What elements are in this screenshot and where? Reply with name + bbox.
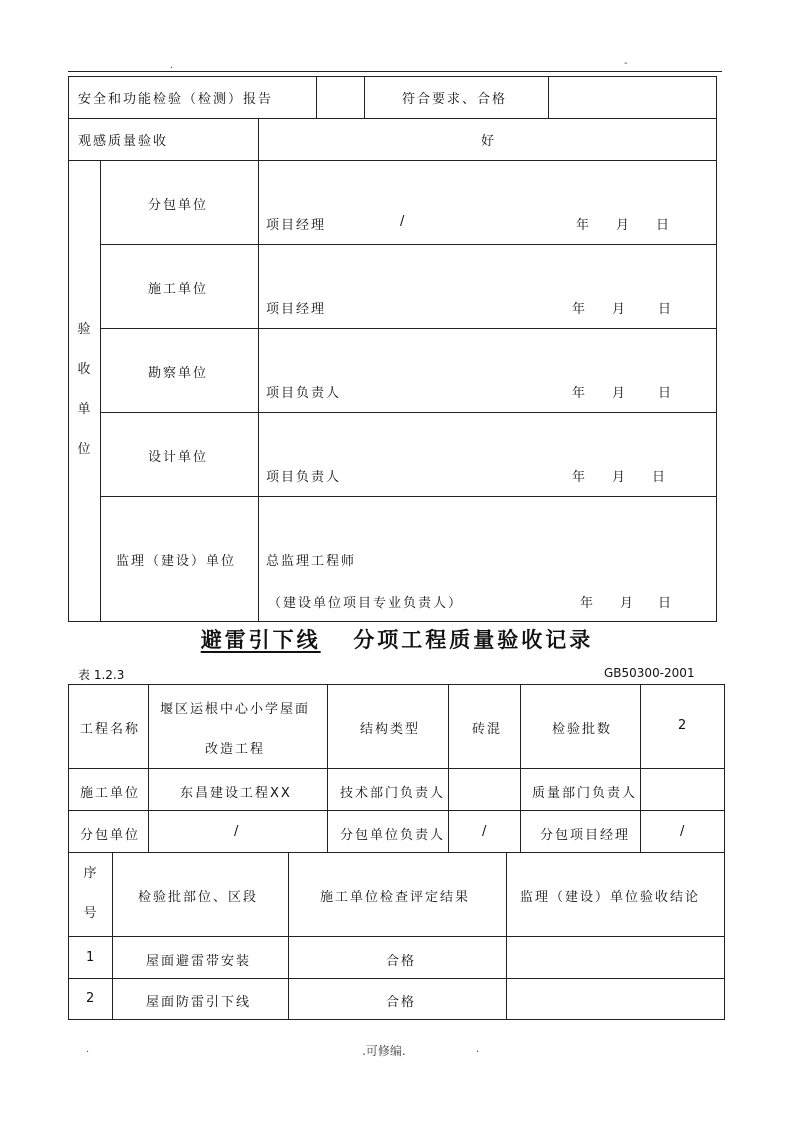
unit-supervision-sign-alt: （建设单位项目专业负责人） (268, 596, 464, 611)
unit-design-month: 月 (612, 470, 628, 485)
construction-unit-value: 东昌建设工程XX (180, 786, 292, 801)
unit-construction-day: 日 (658, 302, 674, 317)
construction-unit-label: 施工单位 (80, 786, 141, 801)
unit-subcontract-year: 年 (576, 218, 592, 233)
unit-construction-sign: 项目经理 (266, 302, 327, 317)
table-number: 表 1.2.3 (78, 668, 125, 682)
appearance-quality-value: 好 (481, 134, 497, 149)
unit-construction-name: 施工单位 (148, 282, 209, 297)
conclusion-header: 监理（建设）单位验收结论 (520, 890, 701, 905)
project-name-value-line1: 堰区运根中心小学屋面 (160, 702, 311, 717)
unit-design-day: 日 (652, 470, 668, 485)
unit-survey-sign: 项目负责人 (266, 386, 342, 401)
row-2-no: 2 (86, 991, 97, 1006)
sub-head-value: / (482, 824, 489, 839)
footer-mark-right: . (476, 1044, 480, 1055)
unit-design-name: 设计单位 (148, 450, 209, 465)
subcontract-unit-value: / (234, 824, 241, 839)
unit-subcontract-sign: 项目经理 (266, 218, 327, 233)
result-header: 施工单位检查评定结果 (320, 890, 471, 905)
unit-subcontract-name: 分包单位 (148, 198, 209, 213)
unit-subcontract-day: 日 (656, 218, 672, 233)
unit-supervision-sign: 总监理工程师 (266, 554, 357, 569)
row-1-no: 1 (86, 950, 97, 965)
unit-survey-month: 月 (612, 386, 628, 401)
appearance-quality-label: 观感质量验收 (78, 134, 169, 149)
safety-report-result: 符合要求、合格 (402, 92, 508, 107)
batch-count-label: 检验批数 (552, 722, 613, 737)
unit-design-sign: 项目负责人 (266, 470, 342, 485)
unit-survey-year: 年 (572, 386, 588, 401)
standard-code: GB50300-2001 (604, 666, 695, 680)
header-rule (68, 71, 722, 72)
acceptance-units-label: 验 收 单 位 (77, 322, 91, 457)
record-title (0, 624, 794, 654)
structure-type-value: 砖混 (472, 722, 503, 737)
seq-header: 序 号 (83, 866, 97, 921)
unit-supervision-year: 年 (580, 596, 596, 611)
safety-report-label: 安全和功能检验（检测）报告 (78, 92, 274, 107)
subcontract-unit-label: 分包单位 (80, 828, 141, 843)
row-1-part: 屋面避雷带安装 (146, 954, 252, 969)
record-title-underlined: 避雷引下线 (200, 627, 321, 652)
part-header: 检验批部位、区段 (138, 890, 259, 905)
sub-head-label: 分包单位负责人 (340, 828, 446, 843)
structure-type-label: 结构类型 (360, 722, 421, 737)
unit-survey-day: 日 (658, 386, 674, 401)
unit-subcontract-month: 月 (616, 218, 632, 233)
unit-subcontract-sign-extra: / (400, 214, 407, 229)
sub-pm-value: / (680, 824, 687, 839)
header-mark-right: - (624, 58, 628, 69)
row-1-result: 合格 (386, 954, 417, 969)
unit-supervision-month: 月 (620, 596, 636, 611)
project-name-value-line2: 改造工程 (205, 742, 266, 757)
record-title-rest: 分项工程质量验收记录 (353, 627, 594, 652)
unit-design-year: 年 (572, 470, 588, 485)
unit-construction-month: 月 (612, 302, 628, 317)
footer-mark-left: . (86, 1044, 90, 1055)
project-name-label: 工程名称 (80, 722, 141, 737)
unit-survey-name: 勘察单位 (148, 366, 209, 381)
sub-pm-label: 分包项目经理 (540, 828, 631, 843)
unit-supervision-day: 日 (658, 596, 674, 611)
unit-construction-year: 年 (572, 302, 588, 317)
row-2-result: 合格 (386, 995, 417, 1010)
footer-text: .可修编. (362, 1044, 406, 1058)
header-mark-left: . (170, 60, 174, 71)
batch-count-value: 2 (678, 718, 689, 733)
quality-head-label: 质量部门负责人 (532, 786, 638, 801)
tech-head-label: 技术部门负责人 (340, 786, 446, 801)
row-2-part: 屋面防雷引下线 (146, 995, 252, 1010)
unit-supervision-name: 监理（建设）单位 (116, 554, 237, 569)
